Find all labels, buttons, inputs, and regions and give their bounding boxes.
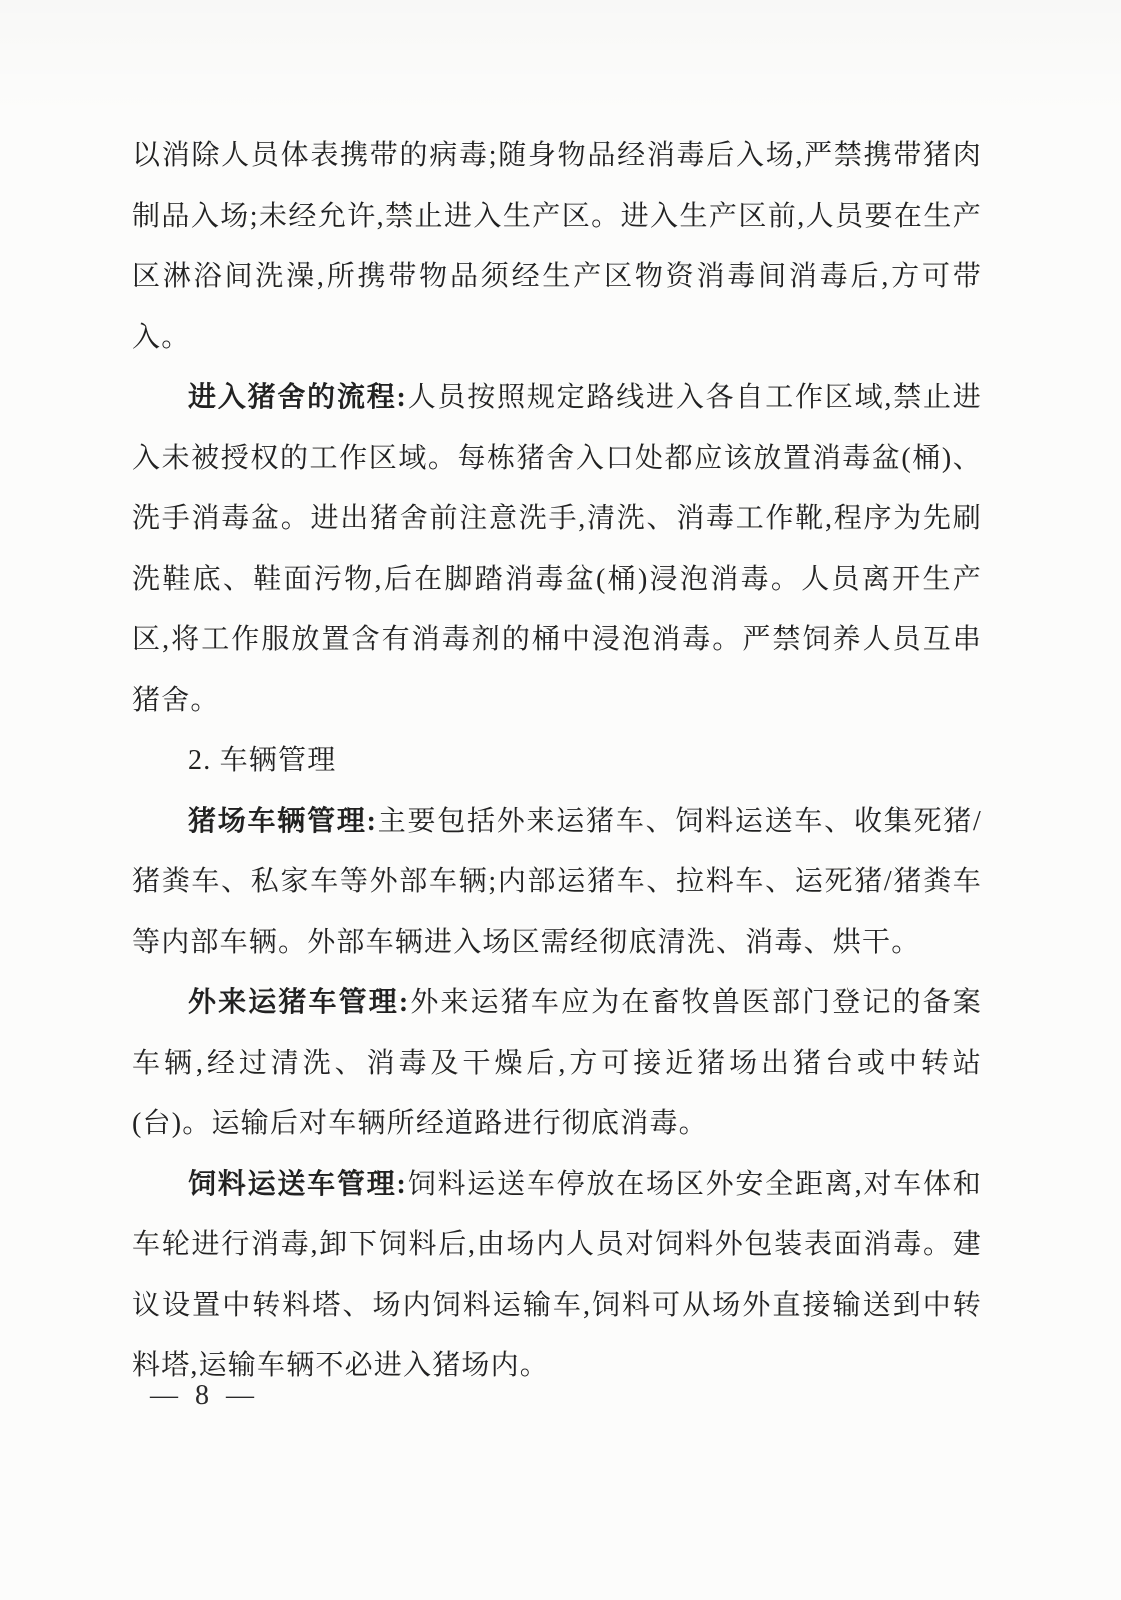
paragraph-text: 饲料运送车停放在场区外安全距离,对车体和车轮进行消毒,卸下饲料后,由场内人员对饲料外包装表面消毒。建议设置中转料塔、场内饲料运输车,饲料可从场外直接输送到中转料塔,运输车辆不必进入猪场内。 bbox=[132, 1168, 982, 1381]
paragraph bbox=[132, 126, 982, 368]
paragraph-text: 外来运猪车应为在畜牧兽医部门登记的备案车辆,经过清洗、消毒及干燥后,方可接近猪场出猪台或中转站(台)。运输后对车辆所经道路进行彻底消毒。 bbox=[132, 987, 982, 1139]
paragraph-lead-label: 猪场车辆管理: bbox=[188, 805, 378, 837]
paragraph-text: 2. 车辆管理 bbox=[188, 745, 337, 776]
document-body bbox=[132, 126, 982, 1397]
paragraph-lead-label: 饲料运送车管理: bbox=[188, 1168, 408, 1200]
paragraph-text: 主要包括外来运猪车、饲料运送车、收集死猪/猪粪车、私家车等外部车辆;内部运猪车、拉料车、运死猪/猪粪车等内部车辆。外部车辆进入场区需经彻底清洗、消毒、烘干。 bbox=[132, 805, 982, 958]
paragraph-lead-label: 进入猪舍的流程: bbox=[188, 382, 408, 413]
paragraph-text: 以消除人员体表携带的病毒;随身物品经消毒后入场,严禁携带猪肉制品入场;未经允许,禁止进入生产区。进入生产区前,人员要在生产区淋浴间洗澡,所携带物品须经生产区物资消毒间消毒后,方可带入。 bbox=[132, 140, 982, 353]
paragraph bbox=[132, 1155, 982, 1397]
paragraph bbox=[132, 973, 982, 1155]
paragraph bbox=[132, 792, 982, 974]
paragraph bbox=[132, 368, 982, 731]
page-number: — 8 — bbox=[150, 1380, 259, 1411]
paragraph-lead-label: 外来运猪车管理: bbox=[188, 987, 410, 1018]
paragraph-text: 人员按照规定路线进入各自工作区域,禁止进入未被授权的工作区域。每栋猪舍入口处都应该放置消毒盆(桶)、洗手消毒盆。进出猪舍前注意洗手,清洗、消毒工作靴,程序为先刷洗鞋底、鞋面污物,后在脚踏消毒盆(桶)浸泡消毒。人员离开生产区,将工作服放置含有消毒剂的桶中浸泡消毒。严禁饲养人员互串猪舍。 bbox=[132, 382, 982, 716]
section-heading bbox=[132, 731, 982, 792]
